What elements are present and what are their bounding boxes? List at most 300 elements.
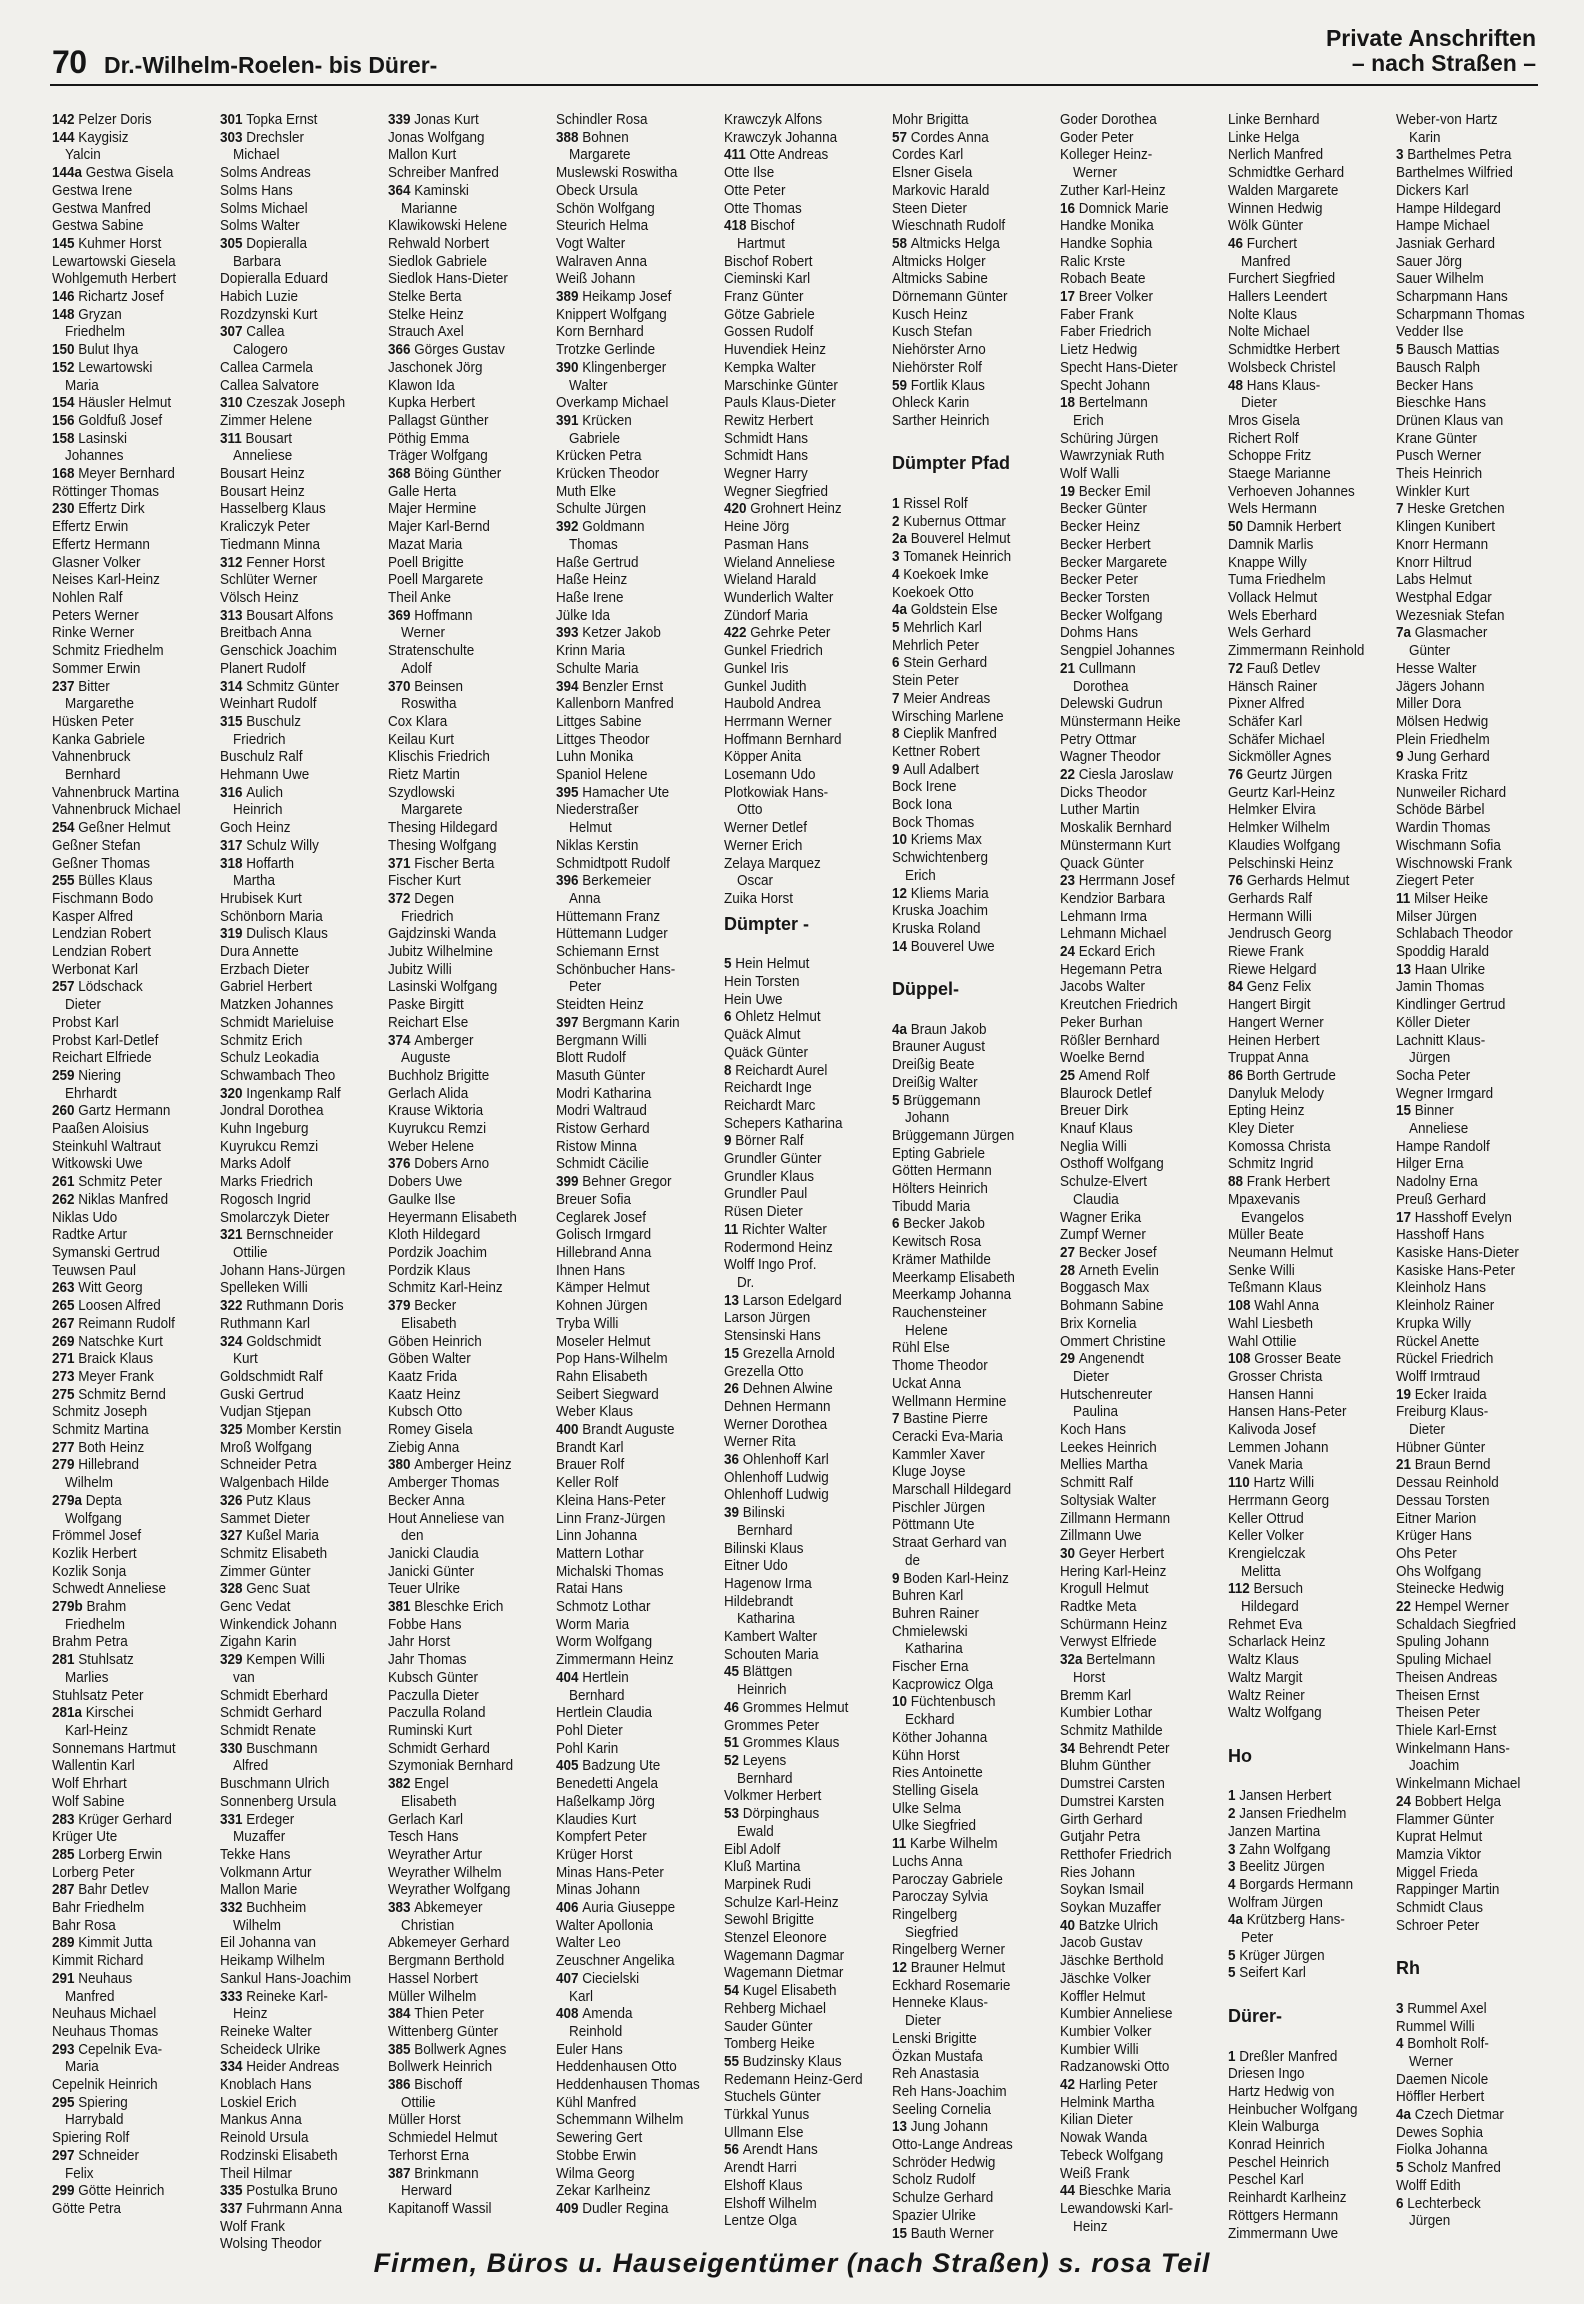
directory-entry: Ristow Gerhard [556, 1121, 650, 1138]
directory-entry: Vahnenbruck Michael [52, 802, 181, 819]
resident-name: Czech Dietmar [1414, 2107, 1504, 2124]
resident-name: Dopieralla [246, 235, 307, 252]
directory-entry: Wölk Günter [1228, 218, 1303, 235]
directory-entry: Kolleger Heinz- [1060, 147, 1153, 164]
directory-entry [388, 2077, 533, 2095]
directory-entry: Freiburg Klaus- [1396, 1404, 1489, 1421]
directory-entry: Zimmer Helene [220, 412, 313, 429]
resident-name: Bouverel Uwe [910, 938, 995, 955]
directory-entry: Marschall Hildegard [892, 1482, 1012, 1499]
directory-entry [892, 531, 1037, 549]
directory-entry: Dicks Theodor [1060, 784, 1147, 801]
directory-entry: Quäck Almut [724, 1027, 801, 1044]
directory-entry: Otto-Lange Andreas [892, 2137, 1013, 2154]
resident-name: Bobbert Helga [1414, 1793, 1501, 1810]
directory-entry: Kammler Xaver [892, 1446, 985, 1463]
directory-entry: Rodermond Heinz [724, 1239, 833, 1256]
entry-continuation: Dr. [737, 1275, 755, 1291]
house-number: 59 [892, 377, 908, 394]
directory-entry: Ries Antoinette [892, 1765, 983, 1782]
resident-name: Natschke Kurt [78, 1333, 163, 1350]
resident-name: Schmitz Bernd [78, 1386, 166, 1403]
column-7 [1060, 112, 1216, 2254]
directory-entry: Hansen Hans-Peter [1228, 1404, 1347, 1421]
directory-entry: Schmitz Friedhelm [52, 643, 164, 660]
resident-name: Reimann Rudolf [78, 1315, 175, 1332]
directory-entry: Faber Frank [1060, 306, 1134, 323]
directory-entry: Niklas Udo [52, 1209, 118, 1226]
entry-continuation: Günter [1409, 643, 1451, 660]
resident-name: Hempel Werner [1414, 1599, 1509, 1616]
directory-entry: Schlüter Werner [220, 572, 318, 589]
directory-entry: Callea Salvatore [220, 377, 319, 394]
resident-name: Cepelnik Eva- [78, 2041, 163, 2058]
directory-entry: Bieschke Hans [1396, 395, 1486, 412]
directory-entry: Pixner Alfred [1228, 696, 1305, 713]
directory-entry [388, 679, 533, 697]
house-number: 260 [52, 1103, 75, 1120]
house-number: 21 [1060, 660, 1076, 677]
directory-entry [388, 1033, 533, 1051]
directory-entry [52, 1705, 197, 1723]
directory-entry: Symanski Gertrud [52, 1245, 160, 1261]
directory-entry: Werner Dorothea [724, 1416, 828, 1433]
directory-entry [892, 1093, 1037, 1111]
directory-entry: Rahn Elisabeth [556, 1368, 648, 1385]
house-number: 158 [52, 430, 75, 447]
directory-entry [52, 1387, 197, 1405]
directory-entry: Staege Marianne [1228, 466, 1331, 483]
directory-entry: Pallagst Günther [388, 412, 489, 429]
directory-entry: Stensinski Hans [724, 1328, 821, 1345]
directory-entry: Stelke Heinz [388, 306, 464, 323]
directory-entry: Galle Herta [388, 483, 457, 500]
entry-continuation: Wilhelm [65, 1475, 113, 1492]
directory-entry: Hüsken Peter [52, 713, 134, 730]
directory-entry: Weyrather Wilhelm [388, 1864, 502, 1881]
directory-entry: Wagemann Dagmar [724, 1947, 845, 1964]
directory-entry [220, 1652, 365, 1670]
directory-entry: Hampe Michael [1396, 218, 1490, 235]
directory-entry: Steinecke Hedwig [1396, 1581, 1504, 1598]
directory-entry: Zelaya Marquez [724, 855, 821, 872]
resident-name: Niklas Manfred [78, 1191, 169, 1208]
directory-entry: Jubitz Wilhelmine [388, 944, 493, 961]
resident-name: Becker Emil [1078, 483, 1151, 500]
resident-name: Grommes Klaus [742, 1735, 840, 1752]
directory-entry: Gestwa Sabine [52, 218, 144, 235]
resident-name: Hertlein [582, 1669, 629, 1686]
directory-entry: Reinhardt Karlheinz [1228, 2190, 1347, 2207]
directory-entry [52, 2148, 197, 2166]
resident-name: Goldstein Else [910, 602, 998, 619]
resident-name: Kußel Maria [246, 1528, 319, 1545]
directory-entry: Genc Vedat [220, 1599, 291, 1616]
house-number: 23 [1060, 873, 1076, 890]
directory-entry [1060, 2183, 1205, 2201]
house-number: 293 [52, 2041, 75, 2058]
directory-entry: Götte Petra [52, 2200, 121, 2217]
house-number: 4a [892, 1021, 908, 1038]
directory-entry: Bock Irene [892, 779, 957, 796]
directory-entry: Kendzior Barbara [1060, 890, 1165, 907]
directory-entry [52, 2183, 197, 2201]
house-number: 333 [220, 1988, 243, 2005]
directory-entry: Strauch Axel [388, 324, 464, 341]
resident-name: Binner [1414, 1103, 1454, 1120]
directory-entry [724, 1505, 869, 1523]
directory-entry: Krengielczak [1228, 1545, 1306, 1562]
directory-entry: Eckhard Rosemarie [892, 1977, 1011, 1994]
directory-entry: Schmitz Mathilde [1060, 1722, 1163, 1739]
resident-name: Thien Peter [414, 2006, 484, 2023]
house-number: 372 [388, 890, 411, 907]
directory-entry: Zillmann Hermann [1060, 1510, 1171, 1527]
house-number: 5 [892, 1092, 900, 1109]
directory-entry: Probst Karl [52, 1014, 119, 1031]
directory-entry: Miller Dora [1396, 696, 1462, 713]
entry-continuation: Wolfgang [65, 1510, 122, 1527]
directory-entry [1060, 1652, 1205, 1670]
directory-entry: Radtke Meta [1060, 1599, 1137, 1616]
directory-entry: Trotzke Gerlinde [556, 342, 656, 359]
resident-name: Barthelmes Petra [1407, 147, 1512, 164]
directory-entry: Werbonat Karl [52, 961, 138, 978]
directory-entry: Delewski Gudrun [1060, 696, 1163, 713]
directory-entry [220, 1227, 365, 1245]
directory-entry: Schepers Katharina [724, 1115, 843, 1132]
house-number: 10 [892, 832, 908, 849]
directory-entry: Straat Gerhard van [892, 1535, 1007, 1552]
house-number: 307 [220, 324, 243, 341]
directory-entry: Reineke Walter [220, 2023, 312, 2040]
directory-entry: Kambert Walter [724, 1629, 818, 1646]
entry-continuation: Dieter [65, 997, 101, 1014]
house-number: 144a [52, 165, 83, 182]
directory-entry: Cepelnik Heinrich [52, 2077, 158, 2094]
directory-entry: Janzen Martina [1228, 1823, 1321, 1840]
directory-entry: Zumpf Werner [1060, 1227, 1146, 1244]
spacer [1228, 1983, 1373, 2001]
house-number: 295 [52, 2094, 75, 2111]
directory-entry: Romey Gisela [388, 1422, 473, 1439]
directory-entry: Schwambach Theo [220, 1067, 336, 1084]
directory-entry: Pohl Karin [556, 1740, 619, 1757]
directory-entry [724, 2054, 869, 2072]
house-number: 15 [892, 2225, 908, 2242]
resident-name: Behner Gregor [582, 1174, 672, 1191]
directory-entry [52, 1351, 197, 1369]
directory-entry: Goldschmidt Ralf [220, 1368, 323, 1385]
directory-entry: Schulze-Elvert [1060, 1174, 1147, 1191]
directory-entry [1060, 1068, 1205, 1086]
directory-entry: Breitbach Anna [220, 625, 312, 642]
directory-entry: Otte Thomas [724, 200, 802, 217]
entry-continuation: Otto [737, 802, 763, 819]
directory-entry: Rehmet Eva [1228, 1616, 1303, 1633]
entry-continuation: Jürgen [1409, 1050, 1451, 1067]
directory-entry: Reinold Ursula [220, 2130, 309, 2147]
house-number: 303 [220, 129, 243, 146]
directory-entry [556, 1670, 701, 1688]
directory-entry: Kusch Stefan [892, 324, 973, 341]
resident-name: Bomholt Rolf- [1407, 2036, 1489, 2053]
directory-entry: Schmiedel Helmut [388, 2130, 498, 2147]
directory-entry: Ihnen Hans [556, 1262, 625, 1279]
house-number: 46 [724, 1699, 740, 1716]
house-number: 409 [556, 2200, 579, 2217]
directory-entry: Haße Irene [556, 589, 624, 606]
directory-entry: Zeuschner Angelika [556, 1953, 675, 1970]
house-number: 237 [52, 678, 75, 695]
directory-entry: Fobbe Hans [388, 1616, 462, 1633]
directory-entry: Janicki Günter [388, 1563, 475, 1580]
resident-name: Berkemeier [582, 873, 652, 890]
directory-entry: Lewandowski Karl- [1060, 2200, 1174, 2217]
directory-entry: Wieland Anneliese [724, 554, 835, 571]
resident-name: Lödschack [78, 979, 143, 996]
entry-continuation: Marlies [65, 1669, 109, 1686]
entry-continuation: Margarete [569, 147, 631, 164]
directory-entry: Grundler Günter [724, 1151, 822, 1168]
directory-columns [52, 112, 1540, 2254]
directory-entry [1228, 236, 1373, 254]
directory-entry: Hallers Leendert [1228, 289, 1327, 306]
resident-name: Arneth Evelin [1078, 1262, 1159, 1279]
directory-entry [892, 567, 1037, 585]
resident-name: Karbe Wilhelm [909, 1836, 998, 1853]
directory-entry: Sauer Jörg [1396, 253, 1462, 270]
directory-entry [1228, 1877, 1373, 1895]
directory-entry: Neises Karl-Heinz [52, 572, 160, 589]
resident-name: Angenendt [1078, 1351, 1144, 1368]
directory-entry: Wirsching Marlene [892, 708, 1004, 725]
directory-entry: Walter Apollonia [556, 1917, 653, 1934]
house-number: 72 [1228, 660, 1244, 677]
house-number: 110 [1228, 1475, 1250, 1492]
directory-entry: Radzanowski Otto [1060, 2059, 1170, 2076]
directory-entry: Wolf Frank [220, 2218, 285, 2235]
directory-entry: Mohr Brigitta [892, 112, 969, 128]
house-number: 388 [556, 129, 579, 146]
directory-entry [52, 165, 197, 183]
resident-name: Mehrlich Karl [903, 619, 982, 636]
directory-entry: Retthofer Friedrich [1060, 1846, 1172, 1863]
directory-entry [388, 1599, 533, 1617]
directory-entry [1396, 2036, 1541, 2054]
house-number: 56 [724, 2142, 740, 2159]
directory-entry: Götten Hermann [892, 1163, 992, 1180]
directory-entry: Becker Peter [1060, 572, 1138, 589]
directory-entry: Pop Hans-Wilhelm [556, 1351, 668, 1368]
directory-entry [892, 726, 1037, 744]
entry-continuation: Elisabeth [401, 1793, 457, 1810]
directory-entry: Peschel Karl [1228, 2172, 1304, 2189]
directory-entry: Schreiber Manfred [388, 165, 499, 182]
directory-entry: Kraliczyk Peter [220, 519, 310, 536]
resident-name: Postulka Bruno [246, 2183, 338, 2200]
directory-entry: Lewartowski Giesela [52, 253, 176, 270]
directory-entry: Schöde Bärbel [1396, 802, 1485, 819]
entry-continuation: Bernhard [737, 1770, 793, 1787]
resident-name: Gerhards Helmut [1246, 873, 1350, 890]
resident-name: Buschmann [246, 1740, 318, 1757]
house-number: 2a [892, 531, 908, 548]
directory-entry [1396, 1210, 1541, 1228]
directory-entry: Cordes Karl [892, 147, 964, 164]
directory-entry: Wels Hermann [1228, 501, 1317, 518]
house-number: 332 [220, 1900, 243, 1917]
directory-entry: Schürmann Heinz [1060, 1616, 1168, 1633]
directory-entry: Paaßen Aloisius [52, 1121, 149, 1138]
resident-name: Gehrke Peter [750, 625, 831, 642]
directory-entry: Kallenborn Manfred [556, 696, 674, 713]
directory-entry [556, 289, 701, 307]
directory-entry: Schulte Maria [556, 660, 639, 677]
directory-entry: Steidten Heinz [556, 997, 644, 1014]
directory-entry [724, 1735, 869, 1753]
directory-entry: Mamzia Viktor [1396, 1846, 1482, 1863]
directory-entry: Schüring Jürgen [1060, 430, 1159, 447]
directory-entry [220, 785, 365, 803]
resident-name: Rissel Rolf [903, 496, 968, 513]
footer-note: Firmen, Büros u. Hauseigentümer (nach Straßen) s. rosa Teil [373, 2248, 1211, 2278]
directory-entry: Stobbe Erwin [556, 2147, 637, 2164]
directory-entry: Tomberg Heike [724, 2036, 815, 2053]
directory-entry: Ziebig Anna [388, 1439, 460, 1456]
directory-entry: Ommert Christine [1060, 1333, 1166, 1350]
house-number: 314 [220, 678, 243, 695]
directory-entry: Girth Gerhard [1060, 1811, 1143, 1828]
directory-entry: Wohlgemuth Herbert [52, 271, 177, 288]
directory-entry: Hampe Hildegard [1396, 200, 1501, 217]
house-number: 275 [52, 1386, 75, 1403]
house-number: 324 [220, 1333, 243, 1350]
house-number: 325 [220, 1422, 243, 1439]
resident-name: Glasmacher [1414, 625, 1488, 642]
directory-entry: Rinke Werner [52, 625, 135, 642]
directory-entry: Knoblach Hans [220, 2077, 312, 2094]
directory-entry: Wahl Ottilie [1228, 1333, 1297, 1350]
directory-entry: Richert Rolf [1228, 430, 1299, 447]
house-number: 337 [220, 2200, 243, 2217]
resident-name: Kriems Max [910, 832, 982, 849]
directory-entry [892, 620, 1037, 638]
entry-continuation: Martha [233, 873, 276, 890]
directory-entry [1228, 378, 1373, 396]
directory-entry: Schouten Maria [724, 1646, 819, 1663]
spacer [892, 431, 1037, 449]
directory-entry: Linn Franz-Jürgen [556, 1510, 666, 1527]
entry-continuation: Heinrich [233, 802, 283, 819]
directory-entry: Klischis Friedrich [388, 749, 490, 766]
directory-entry: Kley Dieter [1228, 1121, 1294, 1138]
entry-continuation: Adolf [401, 660, 432, 677]
directory-entry: Masuth Günter [556, 1067, 646, 1084]
house-number: 28 [1060, 1262, 1076, 1279]
directory-entry [1396, 625, 1541, 643]
directory-entry [556, 2006, 701, 2024]
directory-entry: Sammet Dieter [220, 1510, 310, 1527]
directory-entry: Schmitz Karl-Heinz [388, 1280, 503, 1297]
header-divider [50, 84, 1538, 86]
directory-entry: Gajdzinski Wanda [388, 926, 497, 943]
resident-name: Bertelmann [1086, 1652, 1156, 1669]
resident-name: Jonas Kurt [414, 112, 479, 128]
directory-entry [1396, 2107, 1541, 2125]
directory-entry: Stein Peter [892, 673, 959, 690]
directory-entry [724, 218, 869, 236]
directory-entry: Heddenhausen Thomas [556, 2077, 700, 2094]
entry-continuation: Helene [905, 1322, 948, 1339]
directory-entry: Breuer Dirk [1060, 1103, 1129, 1120]
directory-entry: Krücken Petra [556, 448, 642, 465]
spacer [1396, 1983, 1541, 2001]
resident-name: Engel [414, 1776, 449, 1793]
directory-entry: Kohnen Jürgen [556, 1298, 648, 1315]
street-heading: Dürer- [1228, 2005, 1283, 2026]
house-number: 4 [1228, 1876, 1236, 1893]
directory-entry: Kimmit Richard [52, 1953, 144, 1970]
house-number: 19 [1060, 483, 1076, 500]
directory-entry: Münstermann Heike [1060, 713, 1181, 730]
resident-name: Kaminski [414, 182, 469, 199]
directory-entry: Winkendick Johann [220, 1616, 337, 1633]
house-number: 5 [1228, 1965, 1236, 1982]
resident-name: Dreßler Manfred [1239, 2048, 1338, 2065]
house-number: 327 [220, 1528, 243, 1545]
directory-entry: Bluhm Günther [1060, 1758, 1151, 1775]
house-number: 319 [220, 926, 243, 943]
directory-entry: Lachnitt Klaus- [1396, 1032, 1486, 1049]
directory-entry: Moseler Helmut [556, 1333, 651, 1350]
resident-name: Dudler Regina [582, 2200, 669, 2217]
directory-entry: Sengpiel Johannes [1060, 643, 1175, 660]
resident-name: Lorberg Erwin [78, 1846, 163, 1863]
directory-entry: Solms Andreas [220, 165, 311, 182]
directory-entry: Quack Günter [1060, 855, 1144, 872]
house-number: 313 [220, 607, 243, 624]
house-number: 4a [1396, 2107, 1412, 2124]
resident-name: Pelzer Doris [78, 112, 152, 128]
house-number: 39 [724, 1505, 740, 1522]
directory-entry: Heddenhausen Otto [556, 2059, 677, 2076]
directory-entry [1228, 1788, 1373, 1806]
entry-continuation: Karl [569, 1988, 594, 2005]
directory-entry: Mehrlich Peter [892, 637, 979, 654]
house-number: 6 [892, 655, 900, 672]
entry-continuation: Karin [1409, 129, 1441, 146]
directory-entry: Schneider Petra [220, 1457, 317, 1474]
directory-entry: Goch Heinz [220, 820, 291, 837]
house-number: 46 [1228, 235, 1244, 252]
directory-entry: Weinhart Rudolf [220, 696, 317, 713]
directory-entry: Dumstrei Karsten [1060, 1793, 1165, 1810]
directory-entry: Schäfer Karl [1228, 713, 1303, 730]
directory-entry: Tibudd Maria [892, 1198, 971, 1215]
spacer [892, 956, 1037, 974]
house-number: 144 [52, 129, 75, 146]
directory-entry: Hampe Randolf [1396, 1138, 1490, 1155]
directory-entry [220, 1298, 365, 1316]
directory-entry: Scharpmann Thomas [1396, 306, 1525, 323]
directory-entry: Kluß Martina [724, 1859, 801, 1876]
directory-entry: Glasner Volker [52, 554, 141, 571]
directory-entry: Fischmann Bodo [52, 890, 154, 907]
entry-continuation: Margarethe [65, 696, 134, 713]
entry-continuation: Yalcin [65, 147, 101, 164]
directory-entry: Müller Wilhelm [388, 1988, 477, 2005]
